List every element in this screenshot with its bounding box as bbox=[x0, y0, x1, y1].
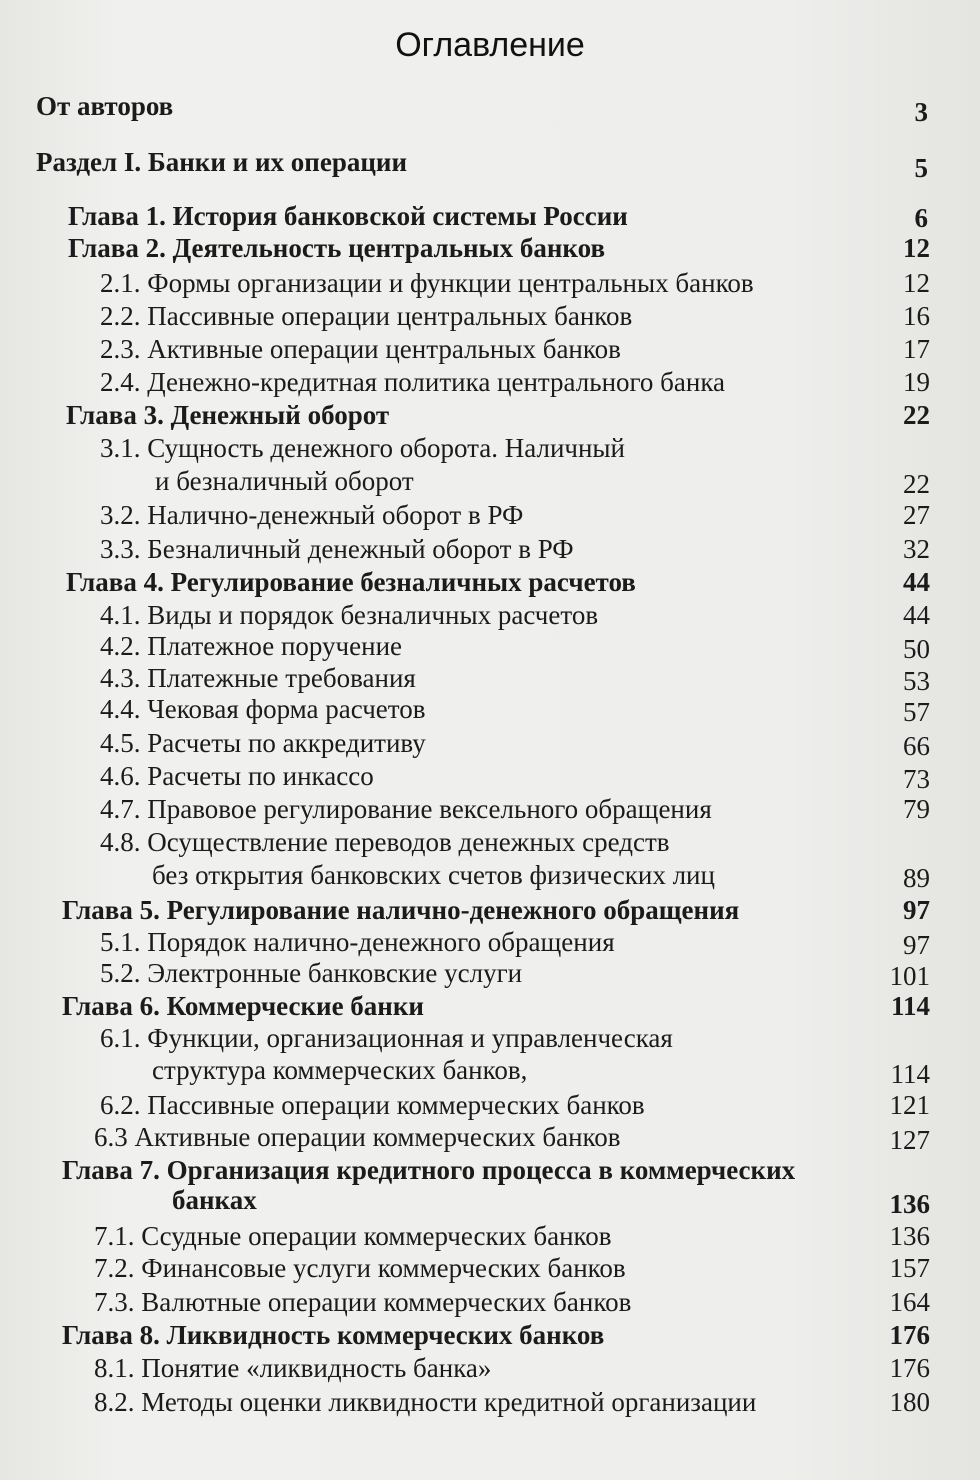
toc-entry-page: 176 bbox=[889, 1353, 930, 1383]
toc-entry-text: 4.1. Виды и порядок безналичных расчетов bbox=[100, 600, 599, 630]
toc-entry-page: 164 bbox=[889, 1287, 930, 1317]
toc-entry-page: 121 bbox=[889, 1090, 930, 1120]
toc-entry-page: 17 bbox=[903, 334, 930, 364]
toc-entry-text: 4.8. Осуществление переводов денежных средств bbox=[100, 827, 670, 857]
toc-entry-page: 114 bbox=[890, 1059, 930, 1089]
toc-entry-page: 3 bbox=[914, 97, 928, 127]
toc-entry-page: 12 bbox=[903, 233, 930, 263]
toc-entry-page: 44 bbox=[903, 600, 930, 630]
toc-entry-page: 136 bbox=[889, 1221, 930, 1251]
toc-entry-text: Глава 5. Регулирование налично-денежного обращения bbox=[62, 895, 740, 925]
toc-entry-text: 2.4. Денежно-кредитная политика центрального банка bbox=[100, 367, 726, 397]
toc-entry-page: 50 bbox=[903, 634, 930, 664]
toc-entry-text: 4.2. Платежное поручение bbox=[100, 631, 402, 661]
toc-entry-text: Глава 4. Регулирование безналичных расчетов bbox=[66, 567, 636, 597]
toc-entry-page: 22 bbox=[903, 400, 930, 430]
toc-entry-page: 32 bbox=[903, 534, 930, 564]
toc-entry-text: 3.2. Налично-денежный оборот в РФ bbox=[100, 500, 524, 530]
toc-entry-text: 2.1. Формы организации и функции центральных банков bbox=[100, 268, 754, 298]
toc-entry-page: 97 bbox=[903, 895, 930, 925]
toc-entry-text: 5.2. Электронные банковские услуги bbox=[100, 958, 523, 988]
toc-entry-page: 114 bbox=[890, 991, 930, 1021]
toc-entry-text: Глава 1. История банковской системы России bbox=[68, 201, 628, 231]
toc-entry-page: 22 bbox=[903, 469, 930, 499]
toc-entry-page: 19 bbox=[903, 367, 930, 397]
toc-entry-text: 8.2. Методы оценки ликвидности кредитной организации bbox=[94, 1387, 757, 1417]
toc-entry-page: 101 bbox=[889, 961, 930, 991]
toc-entry-text: 8.1. Понятие «ликвидность банка» bbox=[94, 1353, 492, 1383]
toc-entry-text: 2.2. Пассивные операции центральных банков bbox=[100, 301, 633, 331]
toc-entry-page: 66 bbox=[903, 731, 930, 761]
toc-entry-page: 136 bbox=[889, 1189, 930, 1219]
toc-entry-text: Глава 7. Организация кредитного процесса в коммерческих bbox=[62, 1155, 796, 1185]
toc-entry-text-continued: структура коммерческих банков, bbox=[152, 1055, 528, 1085]
toc-entry-text: Глава 8. Ликвидность коммерческих банков bbox=[62, 1320, 605, 1350]
toc-entry-text: 4.6. Расчеты по инкассо bbox=[100, 761, 374, 791]
toc-entry-text: 6.1. Функции, организационная и управленческая bbox=[100, 1023, 673, 1053]
toc-entry-text: 4.4. Чековая форма расчетов bbox=[100, 694, 426, 724]
toc-entry-text: 7.2. Финансовые услуги коммерческих банков bbox=[94, 1253, 626, 1283]
toc-entry-text: 7.3. Валютные операции коммерческих банков bbox=[94, 1287, 632, 1317]
toc-entry-text: Глава 2. Деятельность центральных банков bbox=[68, 233, 606, 263]
toc-entry-page: 16 bbox=[903, 301, 930, 331]
toc-entry-text: От авторов bbox=[36, 91, 174, 121]
toc-entry-page: 6 bbox=[914, 203, 928, 233]
toc-entry-page: 57 bbox=[903, 697, 930, 727]
toc-entry-text: 5.1. Порядок налично-денежного обращения bbox=[100, 927, 615, 957]
toc-entry-page: 27 bbox=[903, 500, 930, 530]
toc-entry-page: 73 bbox=[903, 764, 930, 794]
toc-entry-text: 3.3. Безналичный денежный оборот в РФ bbox=[100, 534, 574, 564]
toc-entry-page: 12 bbox=[903, 268, 930, 298]
toc-entry-page: 5 bbox=[914, 153, 928, 183]
toc-entry-text-continued: банках bbox=[172, 1185, 257, 1215]
page-title: Оглавление bbox=[395, 26, 585, 64]
toc-entry-page: 89 bbox=[903, 863, 930, 893]
toc-entry-text: 4.3. Платежные требования bbox=[100, 663, 416, 693]
toc-entry-text: 6.3 Активные операции коммерческих банков bbox=[94, 1122, 621, 1152]
toc-entry-page: 180 bbox=[889, 1387, 930, 1417]
toc-entry-page: 176 bbox=[889, 1320, 930, 1350]
toc-entry-page: 127 bbox=[889, 1125, 930, 1155]
toc-entry-text: Глава 3. Денежный оборот bbox=[66, 400, 390, 430]
toc-entry-text: 7.1. Ссудные операции коммерческих банков bbox=[94, 1221, 612, 1251]
toc-entry-text-continued: и безналичный оборот bbox=[155, 466, 414, 496]
toc-entry-text: 6.2. Пассивные операции коммерческих банков bbox=[100, 1090, 645, 1120]
toc-entry-page: 53 bbox=[903, 666, 930, 696]
toc-entry-page: 79 bbox=[903, 794, 930, 824]
toc-entry-text: Глава 6. Коммерческие банки bbox=[62, 991, 424, 1021]
toc-entry-text: 2.3. Активные операции центральных банков bbox=[100, 334, 621, 364]
toc-entry-page: 157 bbox=[889, 1253, 930, 1283]
toc-entry-text: 4.7. Правовое регулирование вексельного обращения bbox=[100, 794, 712, 824]
toc-entry-text: Раздел I. Банки и их операции bbox=[36, 147, 408, 177]
toc-entry-page: 97 bbox=[903, 930, 930, 960]
toc-entry-text: 4.5. Расчеты по аккредитиву bbox=[100, 728, 426, 758]
toc-entry-text-continued: без открытия банковских счетов физических лиц bbox=[152, 860, 715, 890]
toc-entry-page: 44 bbox=[903, 567, 930, 597]
toc-entry-text: 3.1. Сущность денежного оборота. Наличный bbox=[100, 433, 626, 463]
